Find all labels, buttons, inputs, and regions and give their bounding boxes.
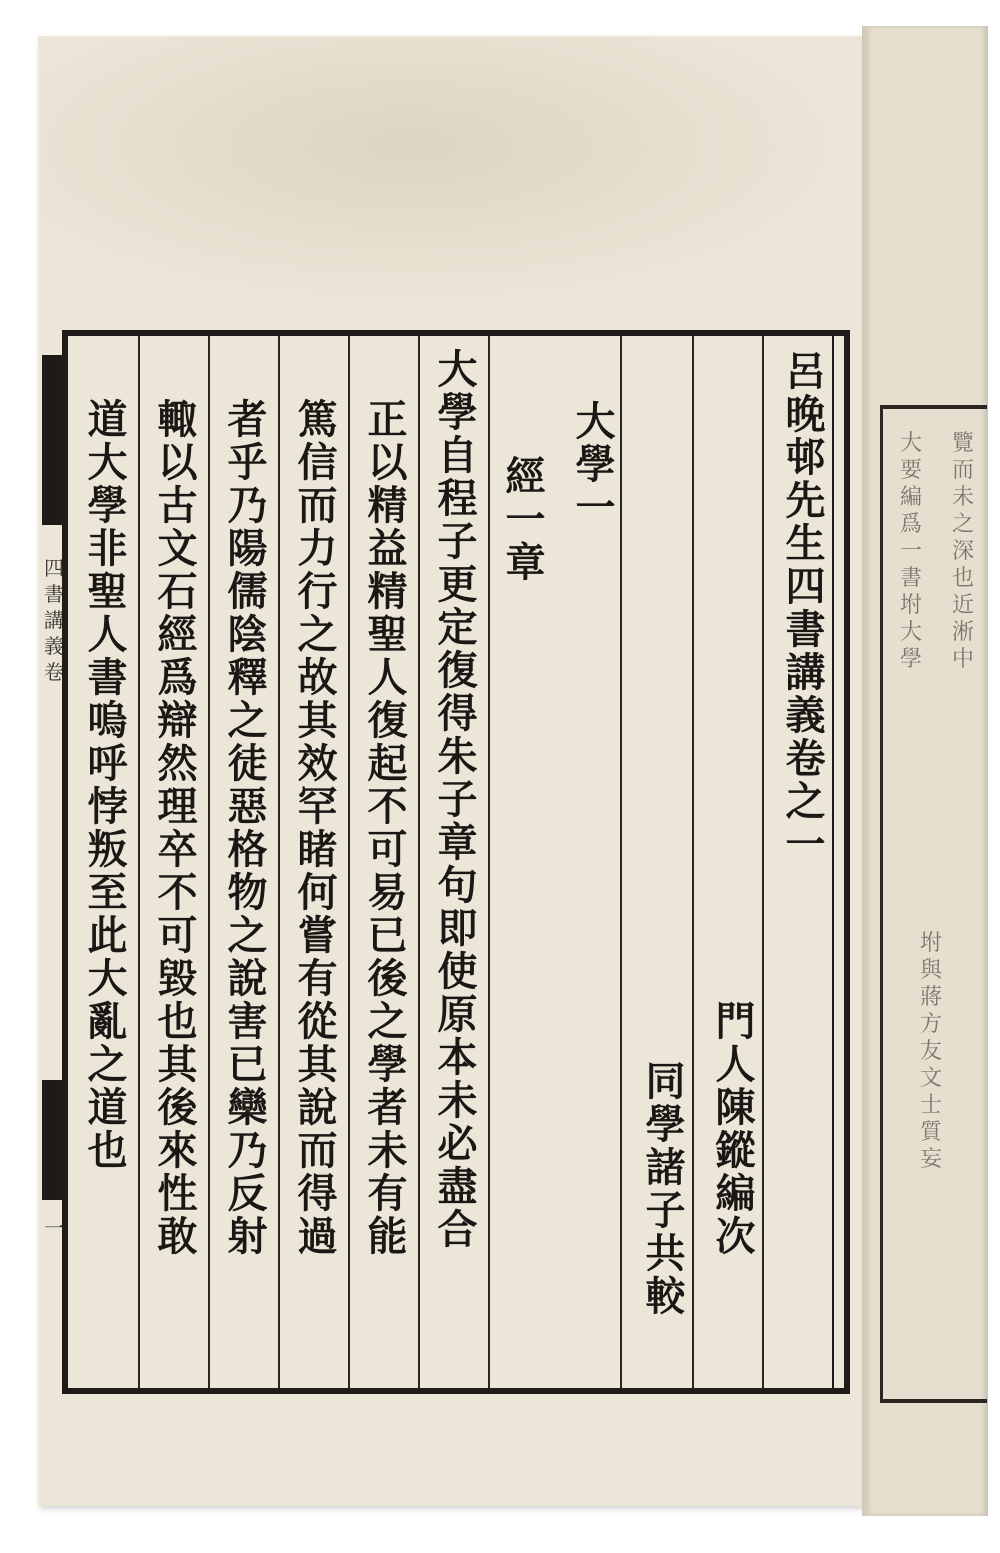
spill-black-block bbox=[42, 355, 64, 525]
paper-stain bbox=[40, 38, 862, 308]
spill-fishtail-block bbox=[42, 1080, 64, 1200]
adjacent-leaf-line-2: 大要編爲一書坿大學 bbox=[899, 431, 922, 672]
column-rule bbox=[278, 336, 280, 1388]
editor-column: 門人陳鏦編次 bbox=[709, 1000, 756, 1258]
body-column-1: 大學自程子更定復得朱子章句即使原本未必盡合 bbox=[431, 348, 478, 1251]
chapter-heading: 經一章 bbox=[499, 455, 546, 584]
column-rule bbox=[208, 336, 210, 1388]
proofreader-column: 同學諸子共較 bbox=[639, 1060, 686, 1318]
column-rule bbox=[138, 336, 140, 1388]
book-title-column: 呂晚邨先生四書講義卷之一 bbox=[779, 350, 826, 866]
adjacent-leaf-line-1: 覽而未之深也近淅中 bbox=[951, 431, 974, 672]
body-column-5: 輙以古文石經爲辯然理卒不可毀也其後來性敢 bbox=[151, 398, 198, 1258]
column-rule bbox=[348, 336, 350, 1388]
column-rule bbox=[620, 336, 622, 1388]
frame-inner-rule bbox=[832, 336, 834, 1388]
body-column-2: 正以精益精聖人復起不可易已後之學者未有能 bbox=[361, 398, 408, 1258]
column-rule bbox=[418, 336, 420, 1388]
body-column-3: 篤信而力行之故其效罕睹何嘗有從其說而得過 bbox=[291, 398, 338, 1258]
column-rule bbox=[692, 336, 694, 1388]
body-column-6: 道大學非聖人書嗚呼悖叛至此大亂之道也 bbox=[81, 398, 128, 1172]
spill-page-number: 一 bbox=[44, 1216, 64, 1240]
adjacent-leaf-line-3: 坿與蔣方友文士質妄 bbox=[919, 931, 942, 1172]
section-heading: 大學一 bbox=[569, 400, 616, 529]
body-column-4: 者乎乃陽儒陰釋之徒惡格物之說害已欒乃反射 bbox=[221, 398, 268, 1258]
column-rule bbox=[762, 336, 764, 1388]
column-rule bbox=[488, 336, 490, 1388]
spill-text-line: 四書講義卷 bbox=[44, 556, 64, 684]
